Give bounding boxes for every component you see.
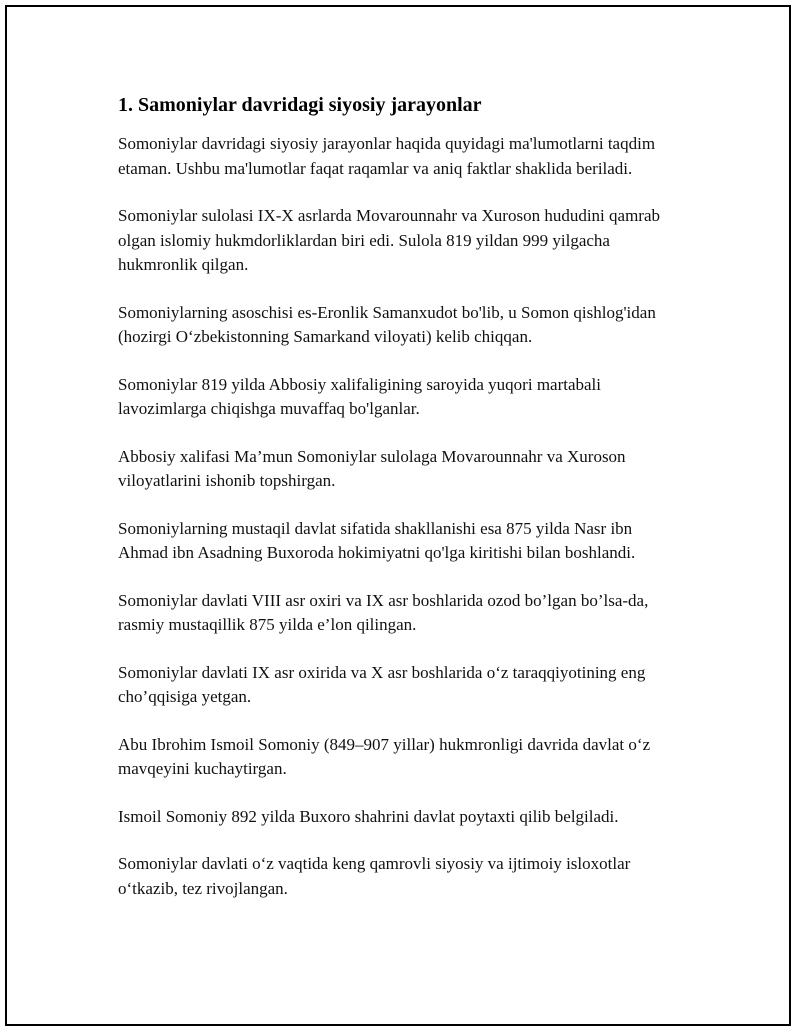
paragraph-peak: Somoniylar davlati IX asr oxirida va X asr boshlarida o‘z taraqqiyotining eng cho’qqisiga yetgan. xyxy=(118,662,646,706)
document-body xyxy=(118,92,678,924)
paragraph-independent-state: Somoniylarning mustaqil davlat sifatida shakllanishi esa 875 yilda Nasr ibn Ahmad ibn Asadning Buxoroda hokimiyatni qo'lga kiritishi bilan boshlandi. xyxy=(118,518,636,562)
paragraph-intro: Somoniylar davridagi siyosiy jarayonlar haqida quyidagi ma'lumotlarni taqdim etaman. Ushbu ma'lumotlar faqat raqamlar va aniq faktlar shaklida beriladi. xyxy=(118,134,656,178)
paragraph-dynasty-overview: Somoniylar sulolasi IX-X asrlarda Movarounnahr va Xuroson hududini qamrab olgan islomiy hukmdorliklardan biri edi. Sulola 819 yildan 999 yilgacha hukmronlik qilgan. xyxy=(118,206,660,274)
paragraph-reforms: Somoniylar davlati o‘z vaqtida keng qamrovli siyosiy va ijtimoiy isloxotlar o‘tkazib, tez rivojlangan. xyxy=(118,854,631,898)
page-title: 1. Samoniylar davridagi siyosiy jarayonlar xyxy=(118,94,482,116)
paragraph-official-independence: Somoniylar davlati VIII asr oxiri va IX asr boshlarida ozod bo’lgan bo’lsa-da, rasmiy mustaqillik 875 yilda e’lon qilingan. xyxy=(118,590,649,634)
paragraph-abbasid-court: Somoniylar 819 yilda Abbosiy xalifaligining saroyida yuqori martabali lavozimlarga chiqishga muvaffaq bo'lganlar. xyxy=(118,374,602,418)
paragraph-founder: Somoniylarning asoschisi es-Eronlik Samanxudot bo'lib, u Somon qishlog'idan (hozirgi O‘zbekistonning Samarkand viloyati) kelib chiqqan. xyxy=(118,302,656,346)
paragraph-caliph-mamun: Abbosiy xalifasi Ma’mun Somoniylar sulolaga Movarounnahr va Xuroson viloyatlarini ishonib topshirgan. xyxy=(118,446,626,490)
paragraph-bukhara-capital: Ismoil Somoniy 892 yilda Buxoro shahrini davlat poytaxti qilib belgiladi. xyxy=(118,806,619,826)
paragraph-ismoil-reign: Abu Ibrohim Ismoil Somoniy (849–907 yillar) hukmronligi davrida davlat o‘z mavqeyini kuchaytirgan. xyxy=(118,734,651,778)
